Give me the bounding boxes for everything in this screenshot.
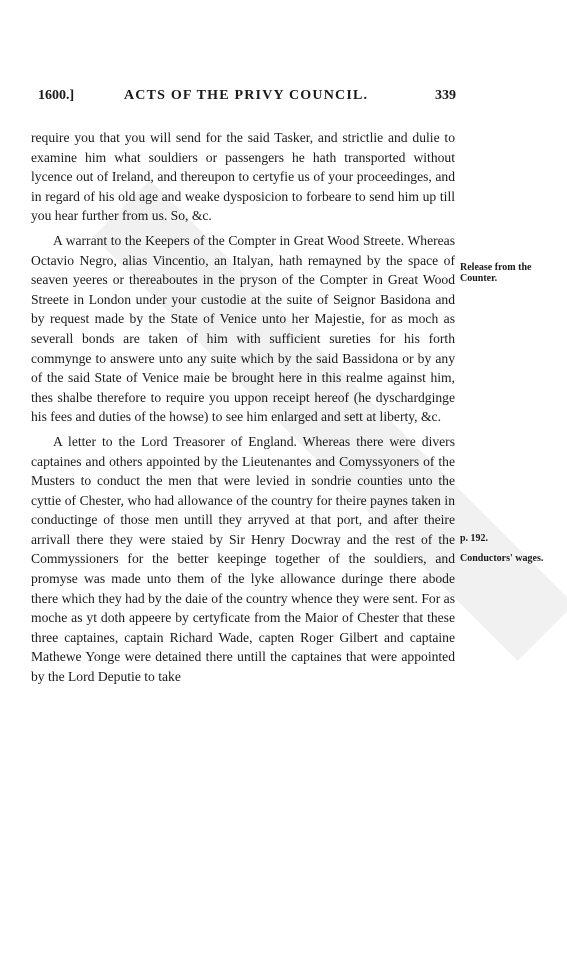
running-header [38,88,456,108]
page-number: 339 [435,88,456,103]
page-body [31,128,455,692]
paragraph-warrant: A warrant to the Keepers of the Compter in Great Wood Streete. Whereas Octavio Negro, alias Vincentio, an Italyan, hath remayned by the space of seaven yeeres or thereaboutes in the pryson of the Compter in Great Wood Streete in London under your custodie at the suite of Seignor Basidona and by request made by the State of Venice unto her Majestie, for as moch as severall bonds are taken of him with sufficient sureties for his forth commynge to answere unto any suite which by the said Bassidona or by any of the said State of Venice maie be brought here in this realme against him, thes shalbe therefore to require you uppon receipt hereof (he dyschardginge his fees and duties of the howse) to see him enlarged and sett at liberty, &c. [31,232,455,425]
margin-note-page-ref: p. 192. [460,533,489,544]
paragraph-letter: A letter to the Lord Treasorer of England. Whereas there were divers captaines and others appointed by the Lieutenantes and Comyssyoners of the Musters to conduct the men that were levied in sondrie counties unto the cyttie of Chester, who had allowance of the country for theire paynes taken in conductinge of those men untill they arryved at that port, and after theire arrivall there they were staied by Sir Henry Docwray and the rest of the Commyssioners for the better keepinge together of the souldiers, and promyse was made unto them of the lyke allowance duringe there abode there which they had by the daie of the country whence they were sent. For as moche as yt doth appeere by certyficate from the Maior of Chester that these three captaines, captain Richard Wade, capten Roger Gilbert and captaine Mathewe Yonge were detained there untill the captaines that were appointed by the Lord Deputie to take [31,433,455,685]
header-year: 1600.] [38,88,75,103]
margin-note-wages: Conductors' wages. [460,553,544,564]
margin-note-release: Release from the Counter. [460,262,532,284]
paragraph-continuation: require you that you will send for the said Tasker, and strictlie and dulie to examine him what souldiers or passengers he hath transported without lycence out of Ireland, and thereupon to certyfie us of your proceedinges, and in regard of his old age and weake dysposicion to forbeare to send him up till you hear further from us. So, &c. [31,130,455,224]
header-title: ACTS OF THE PRIVY COUNCIL. [124,88,369,103]
